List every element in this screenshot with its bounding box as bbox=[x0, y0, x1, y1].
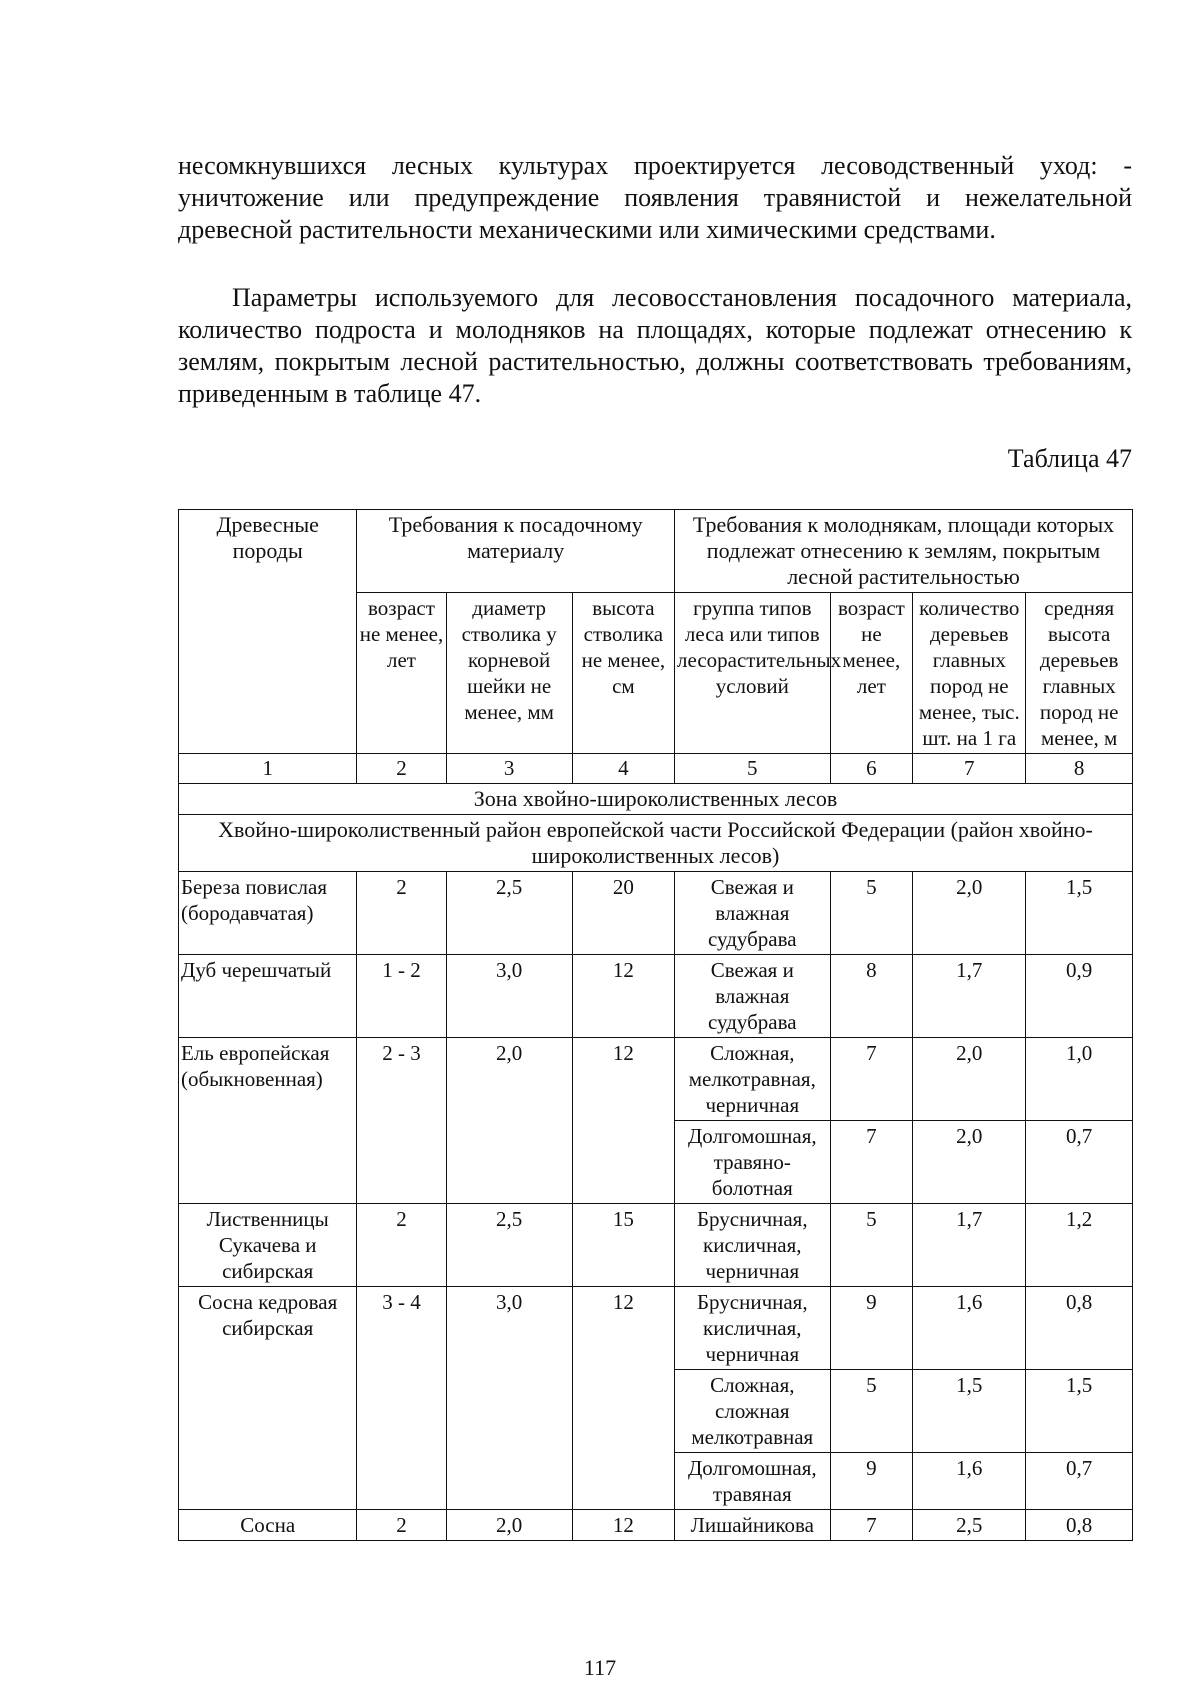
table-row bbox=[179, 1510, 1133, 1541]
cell-avg-height: 1,5 bbox=[1026, 1370, 1133, 1453]
cell-height: 20 bbox=[572, 872, 674, 955]
cell-age: 2 - 3 bbox=[357, 1038, 446, 1204]
cell-avg-height: 0,8 bbox=[1026, 1510, 1133, 1541]
cell-avg-height: 0,8 bbox=[1026, 1287, 1133, 1370]
column-number: 6 bbox=[830, 754, 913, 784]
column-number: 3 bbox=[446, 754, 572, 784]
cell-avg-height: 1,2 bbox=[1026, 1204, 1133, 1287]
paragraph-continuation: несомкнувшихся лесных культурах проектируется лесоводственный уход: - уничтожение или предупреждение появления травянистой и нежелательной древесной растительности механическими или химическими средствами. bbox=[178, 151, 1132, 244]
cell-diameter: 3,0 bbox=[446, 1287, 572, 1510]
cell-young-age: 9 bbox=[830, 1453, 913, 1510]
cell-forest-type: Сложная, сложная мелкотравная bbox=[675, 1370, 831, 1453]
cell-avg-height: 1,0 bbox=[1026, 1038, 1133, 1121]
cell-young-age: 9 bbox=[830, 1287, 913, 1370]
zone-title: Зона хвойно-широколиственных лесов bbox=[179, 784, 1133, 815]
header-young-stands: Требования к молоднякам, площади которых подлежат отнесению к землям, покрытым лесной растительностью bbox=[675, 510, 1133, 593]
column-number: 5 bbox=[675, 754, 831, 784]
cell-species: Лиственницы Сукачева и сибирская bbox=[179, 1204, 357, 1287]
cell-height: 12 bbox=[572, 1287, 674, 1510]
cell-height: 15 bbox=[572, 1204, 674, 1287]
cell-forest-type: Долгомошная, травяно-болотная bbox=[675, 1121, 831, 1204]
cell-young-age: 7 bbox=[830, 1510, 913, 1541]
cell-diameter: 2,5 bbox=[446, 1204, 572, 1287]
cell-young-age: 7 bbox=[830, 1121, 913, 1204]
cell-height: 12 bbox=[572, 1038, 674, 1204]
cell-count: 1,7 bbox=[913, 955, 1026, 1038]
column-number: 2 bbox=[357, 754, 446, 784]
cell-age: 1 - 2 bbox=[357, 955, 446, 1038]
requirements-table bbox=[178, 509, 1133, 1541]
header-tree-count: количество деревьев главных пород не менее, тыс. шт. на 1 га bbox=[913, 593, 1026, 754]
cell-species: Ель европейская (обыкновенная) bbox=[179, 1038, 357, 1204]
column-number: 7 bbox=[913, 754, 1026, 784]
cell-young-age: 5 bbox=[830, 1370, 913, 1453]
cell-young-age: 8 bbox=[830, 955, 913, 1038]
table-caption: Таблица 47 bbox=[1007, 444, 1132, 473]
region-title: Хвойно-широколиственный район европейской части Российской Федерации (район хвойно-широколиственных лесов) bbox=[179, 815, 1133, 872]
header-forest-type: группа типов леса или типов лесорастительных условий bbox=[675, 593, 831, 754]
page-number: 117 bbox=[583, 1655, 617, 1680]
header-diameter: диаметр стволика у корневой шейки не менее, мм bbox=[446, 593, 572, 754]
cell-forest-type: Лишайникова bbox=[675, 1510, 831, 1541]
cell-height: 12 bbox=[572, 1510, 674, 1541]
cell-species: Береза повислая (бородавчатая) bbox=[179, 872, 357, 955]
cell-forest-type: Брусничная, кисличная, черничная bbox=[675, 1204, 831, 1287]
header-avg-height: средняя высота деревьев главных пород не менее, м bbox=[1026, 593, 1133, 754]
cell-count: 1,7 bbox=[913, 1204, 1026, 1287]
cell-forest-type: Долгомошная, травяная bbox=[675, 1453, 831, 1510]
cell-count: 2,5 bbox=[913, 1510, 1026, 1541]
cell-count: 1,5 bbox=[913, 1370, 1026, 1453]
column-number: 1 bbox=[179, 754, 357, 784]
table-header-row-1 bbox=[179, 510, 1133, 593]
cell-age: 3 - 4 bbox=[357, 1287, 446, 1510]
column-number-row bbox=[179, 754, 1133, 784]
cell-diameter: 2,0 bbox=[446, 1038, 572, 1204]
column-number: 8 bbox=[1026, 754, 1133, 784]
table-row bbox=[179, 1038, 1133, 1121]
cell-avg-height: 0,7 bbox=[1026, 1453, 1133, 1510]
table-row bbox=[179, 955, 1133, 1038]
cell-diameter: 2,0 bbox=[446, 1510, 572, 1541]
cell-young-age: 5 bbox=[830, 872, 913, 955]
cell-diameter: 2,5 bbox=[446, 872, 572, 955]
cell-count: 2,0 bbox=[913, 872, 1026, 955]
cell-count: 2,0 bbox=[913, 1121, 1026, 1204]
header-young-age: возраст не менее, лет bbox=[830, 593, 913, 754]
table-row bbox=[179, 1287, 1133, 1370]
header-height: высота стволика не менее, см bbox=[572, 593, 674, 754]
cell-young-age: 5 bbox=[830, 1204, 913, 1287]
cell-forest-type: Свежая и влажная судубрава bbox=[675, 955, 831, 1038]
cell-height: 12 bbox=[572, 955, 674, 1038]
cell-avg-height: 0,7 bbox=[1026, 1121, 1133, 1204]
table-row bbox=[179, 1204, 1133, 1287]
cell-young-age: 7 bbox=[830, 1038, 913, 1121]
cell-count: 1,6 bbox=[913, 1287, 1026, 1370]
region-row bbox=[179, 815, 1133, 872]
cell-count: 1,6 bbox=[913, 1453, 1026, 1510]
header-age: возраст не менее, лет bbox=[357, 593, 446, 754]
cell-avg-height: 0,9 bbox=[1026, 955, 1133, 1038]
zone-row bbox=[179, 784, 1133, 815]
cell-count: 2,0 bbox=[913, 1038, 1026, 1121]
cell-forest-type: Сложная, мелкотравная, черничная bbox=[675, 1038, 831, 1121]
cell-species: Дуб черешчатый bbox=[179, 955, 357, 1038]
cell-avg-height: 1,5 bbox=[1026, 872, 1133, 955]
column-number: 4 bbox=[572, 754, 674, 784]
cell-forest-type: Свежая и влажная судубрава bbox=[675, 872, 831, 955]
cell-diameter: 3,0 bbox=[446, 955, 572, 1038]
cell-forest-type: Брусничная, кисличная, черничная bbox=[675, 1287, 831, 1370]
header-species: Древесные породы bbox=[179, 510, 357, 754]
paragraph-parameters: Параметры используемого для лесовосстановления посадочного материала, количество подроста и молодняков на площадях, которые подлежат отнесению к землям, покрытым лесной растительностью, должны соответствовать требованиям, приведенным в таблице 47. bbox=[178, 283, 1132, 408]
table-row bbox=[179, 872, 1133, 955]
cell-species: Сосна кедровая сибирская bbox=[179, 1287, 357, 1510]
cell-age: 2 bbox=[357, 872, 446, 955]
cell-species: Сосна bbox=[179, 1510, 357, 1541]
header-planting-material: Требования к посадочному материалу bbox=[357, 510, 675, 593]
cell-age: 2 bbox=[357, 1510, 446, 1541]
cell-age: 2 bbox=[357, 1204, 446, 1287]
